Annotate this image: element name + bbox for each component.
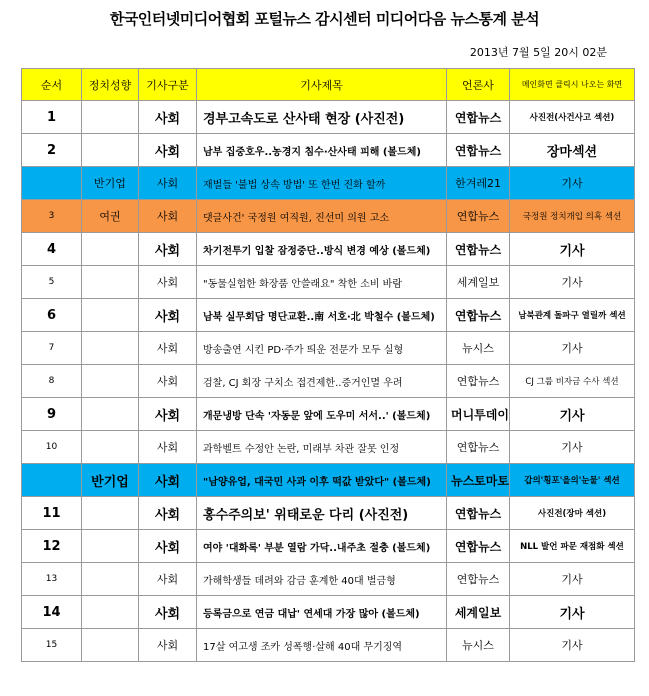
press-cell: 연합뉴스 (447, 200, 510, 233)
political-leaning-cell (82, 233, 139, 266)
row-number-cell (22, 167, 82, 200)
click-screen-cell: 기사 (510, 233, 635, 266)
click-screen-cell: 기사 (510, 596, 635, 629)
row-number-cell: 14 (22, 596, 82, 629)
row-number-cell: 12 (22, 530, 82, 563)
political-leaning-cell (82, 530, 139, 563)
category-cell: 사회 (139, 167, 197, 200)
click-screen-cell: 갑의'횡포'을의'눈물' 섹션 (510, 464, 635, 497)
column-header-press: 언론사 (447, 69, 510, 101)
article-title-cell: 방송출연 시킨 PD·주가 띄운 전문가 모두 실형 (197, 332, 447, 365)
click-screen-cell: 남북관계 돌파구 열릴까 섹션 (510, 299, 635, 332)
press-cell: 연합뉴스 (447, 497, 510, 530)
press-cell: 뉴시스 (447, 332, 510, 365)
article-title-cell: 가해학생들 데려와 감금 훈계한 40대 벌금형 (197, 563, 447, 596)
click-screen-cell: 기사 (510, 563, 635, 596)
column-header-political-leaning: 정치성향 (82, 69, 139, 101)
category-cell: 사회 (139, 200, 197, 233)
click-screen-cell: 국정원 정치개입 의혹 섹션 (510, 200, 635, 233)
political-leaning-cell: 여권 (82, 200, 139, 233)
report-timestamp: 2013년 7월 5일 20시 02분 (469, 46, 607, 59)
page-title: 한국인터넷미디어협회 포털뉴스 감시센터 미디어다음 뉴스통계 분석 (109, 10, 540, 28)
press-cell: 한겨레21 (447, 167, 510, 200)
click-screen-cell: 사진전(장마 섹션) (510, 497, 635, 530)
article-title-cell: 과학벨트 수정안 논란, 미래부 차관 잘못 인정 (197, 431, 447, 464)
table-row (22, 332, 635, 365)
table-row (22, 167, 635, 200)
political-leaning-cell: 반기업 (82, 167, 139, 200)
article-title-cell: 남북 실무회담 명단교환..南 서호·北 박철수 (볼드체) (197, 299, 447, 332)
row-number-cell: 1 (22, 101, 82, 134)
political-leaning-cell (82, 629, 139, 662)
political-leaning-cell (82, 266, 139, 299)
column-header-article-title: 기사제목 (197, 69, 447, 101)
column-header-click-screen: 메인화면 클릭시 나오는 화면 (510, 69, 635, 101)
press-cell: 연합뉴스 (447, 134, 510, 167)
table-row (22, 200, 635, 233)
row-number-cell: 15 (22, 629, 82, 662)
click-screen-cell: CJ 그룹 비자금 수사 섹션 (510, 365, 635, 398)
click-screen-cell: 장마섹션 (510, 134, 635, 167)
political-leaning-cell (82, 563, 139, 596)
political-leaning-cell (82, 332, 139, 365)
category-cell: 사회 (139, 398, 197, 431)
category-cell: 사회 (139, 332, 197, 365)
row-number-cell: 5 (22, 266, 82, 299)
political-leaning-cell (82, 365, 139, 398)
table-row (22, 365, 635, 398)
article-title-cell: 차기전투기 입찰 잠정중단..방식 변경 예상 (볼드체) (197, 233, 447, 266)
table-row (22, 233, 635, 266)
category-cell: 사회 (139, 134, 197, 167)
press-cell: 연합뉴스 (447, 299, 510, 332)
press-cell: 연합뉴스 (447, 365, 510, 398)
category-cell: 사회 (139, 431, 197, 464)
press-cell: 연합뉴스 (447, 101, 510, 134)
table-row (22, 431, 635, 464)
category-cell: 사회 (139, 629, 197, 662)
table-row (22, 398, 635, 431)
news-statistics-table (21, 68, 635, 662)
row-number-cell: 7 (22, 332, 82, 365)
table-row (22, 464, 635, 497)
article-title-cell: 검찰, CJ 회장 구치소 접견제한..증거인멸 우려 (197, 365, 447, 398)
category-cell: 사회 (139, 266, 197, 299)
row-number-cell: 6 (22, 299, 82, 332)
click-screen-cell: 기사 (510, 629, 635, 662)
table-header-row (22, 69, 635, 101)
category-cell: 사회 (139, 299, 197, 332)
article-title-cell: "남양유업, 대국민 사과 이후 떡값 받았다" (볼드체) (197, 464, 447, 497)
category-cell: 사회 (139, 530, 197, 563)
table-row (22, 629, 635, 662)
press-cell: 머니투데이 (447, 398, 510, 431)
click-screen-cell: 기사 (510, 431, 635, 464)
click-screen-cell: NLL 발언 파문 재점화 섹션 (510, 530, 635, 563)
press-cell: 연합뉴스 (447, 431, 510, 464)
political-leaning-cell: 반기업 (82, 464, 139, 497)
press-cell: 세계일보 (447, 596, 510, 629)
article-title-cell: 등록금으로 연금 대납' 연세대 가장 많아 (볼드체) (197, 596, 447, 629)
article-title-cell: 경부고속도로 산사태 현장 (사진전) (197, 101, 447, 134)
article-title-cell: 재벌들 '불법 상속 방법' 또 한번 진화 할까 (197, 167, 447, 200)
category-cell: 사회 (139, 233, 197, 266)
category-cell: 사회 (139, 563, 197, 596)
click-screen-cell: 기사 (510, 332, 635, 365)
click-screen-cell: 기사 (510, 398, 635, 431)
article-title-cell: 여야 '대화록' 부분 열람 가닥..내주초 절충 (볼드체) (197, 530, 447, 563)
click-screen-cell: 기사 (510, 167, 635, 200)
table-row (22, 497, 635, 530)
table-row (22, 563, 635, 596)
category-cell: 사회 (139, 101, 197, 134)
row-number-cell (22, 464, 82, 497)
political-leaning-cell (82, 497, 139, 530)
row-number-cell: 3 (22, 200, 82, 233)
row-number-cell: 13 (22, 563, 82, 596)
article-title-cell: 홍수주의보' 위태로운 다리 (사진전) (197, 497, 447, 530)
press-cell: 뉴스토마토 (447, 464, 510, 497)
political-leaning-cell (82, 596, 139, 629)
press-cell: 연합뉴스 (447, 233, 510, 266)
table-row (22, 134, 635, 167)
table-row (22, 266, 635, 299)
row-number-cell: 4 (22, 233, 82, 266)
table-row (22, 101, 635, 134)
table-row (22, 299, 635, 332)
article-title-cell: 개문냉방 단속 '자동문 앞에 도우미 서서..' (볼드체) (197, 398, 447, 431)
category-cell: 사회 (139, 596, 197, 629)
row-number-cell: 11 (22, 497, 82, 530)
column-header-number: 순서 (22, 69, 82, 101)
category-cell: 사회 (139, 464, 197, 497)
row-number-cell: 8 (22, 365, 82, 398)
table-row (22, 596, 635, 629)
table-row (22, 530, 635, 563)
press-cell: 세계일보 (447, 266, 510, 299)
row-number-cell: 2 (22, 134, 82, 167)
press-cell: 연합뉴스 (447, 563, 510, 596)
article-title-cell: "동물실험한 화장품 안쓸래요" 착한 소비 바람 (197, 266, 447, 299)
category-cell: 사회 (139, 497, 197, 530)
political-leaning-cell (82, 398, 139, 431)
article-title-cell: 댓글사건' 국정원 여직원, 진선미 의원 고소 (197, 200, 447, 233)
row-number-cell: 10 (22, 431, 82, 464)
press-cell: 뉴시스 (447, 629, 510, 662)
article-title-cell: 남부 집중호우..농경지 침수·산사태 피해 (볼드체) (197, 134, 447, 167)
political-leaning-cell (82, 101, 139, 134)
political-leaning-cell (82, 299, 139, 332)
political-leaning-cell (82, 134, 139, 167)
category-cell: 사회 (139, 365, 197, 398)
press-cell: 연합뉴스 (447, 530, 510, 563)
column-header-category: 기사구분 (139, 69, 197, 101)
row-number-cell: 9 (22, 398, 82, 431)
click-screen-cell: 기사 (510, 266, 635, 299)
political-leaning-cell (82, 431, 139, 464)
click-screen-cell: 사진전(사건사고 섹션) (510, 101, 635, 134)
article-title-cell: 17살 여고생 조카 성폭행·살해 40대 무기징역 (197, 629, 447, 662)
